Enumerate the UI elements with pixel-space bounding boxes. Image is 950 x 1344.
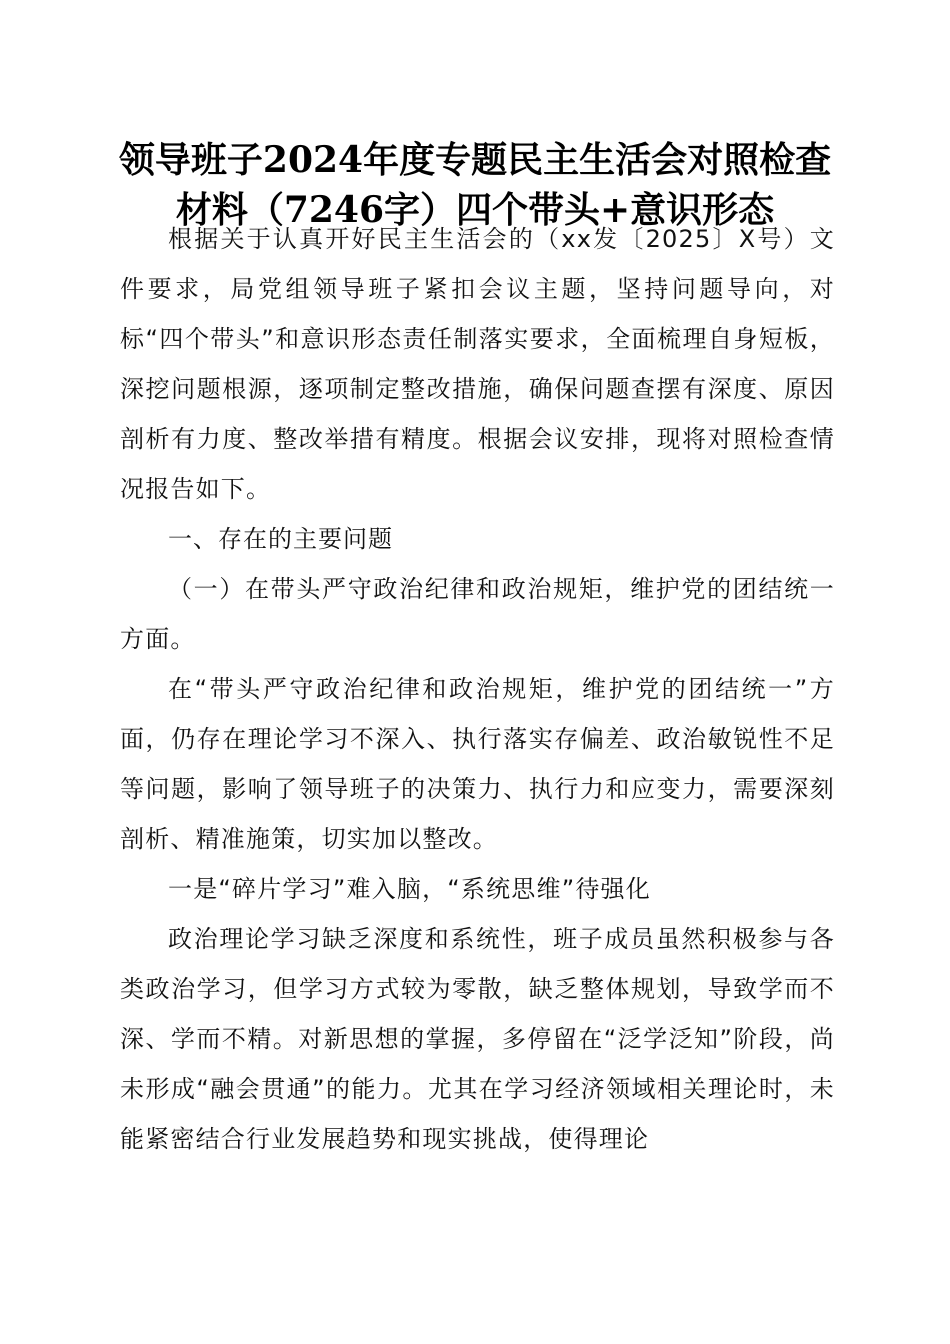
intro-paragraph: 根据关于认真开好民主生活会的（xx发〔2025〕X号）文件要求，局党组领导班子紧扣会议主题，坚持问题导向，对标“四个带头”和意识形态责任制落实要求，全面梳理自身短板，深挖问题根源，逐项制定整改措施，确保问题查摆有深度、原因剖析有力度、整改举措有精度。根据会议安排，现将对照检查情况报告如下。 [120, 225, 835, 503]
section-heading: 一、存在的主要问题 [168, 525, 393, 553]
document-title-line-1: 领导班子2024年度专题民主生活会对照检查 [118, 139, 832, 181]
point-heading: 一是“碎片学习”难入脑，“系统思维”待强化 [168, 875, 651, 903]
subsection-heading: （一）在带头严守政治纪律和政治规矩，维护党的团结统一方面。 [120, 575, 835, 653]
body-paragraph: 在“带头严守政治纪律和政治规矩，维护党的团结统一”方面，仍存在理论学习不深入、执行落实存偏差、政治敏锐性不足等问题，影响了领导班子的决策力、执行力和应变力，需要深刻剖析、精准施策，切实加以整改。 [120, 675, 835, 853]
document-body [120, 214, 835, 1164]
document-title-line-2: 材料（7246字）四个带头+意识形态 [175, 189, 775, 231]
body-paragraph: 政治理论学习缺乏深度和系统性，班子成员虽然积极参与各类政治学习，但学习方式较为零散，缺乏整体规划，导致学而不深、学而不精。对新思想的掌握，多停留在“泛学泛知”阶段，尚未形成“融会贯通”的能力。尤其在学习经济领域相关理论时，未能紧密结合行业发展趋势和现实挑战，使得理论 [120, 925, 835, 1153]
